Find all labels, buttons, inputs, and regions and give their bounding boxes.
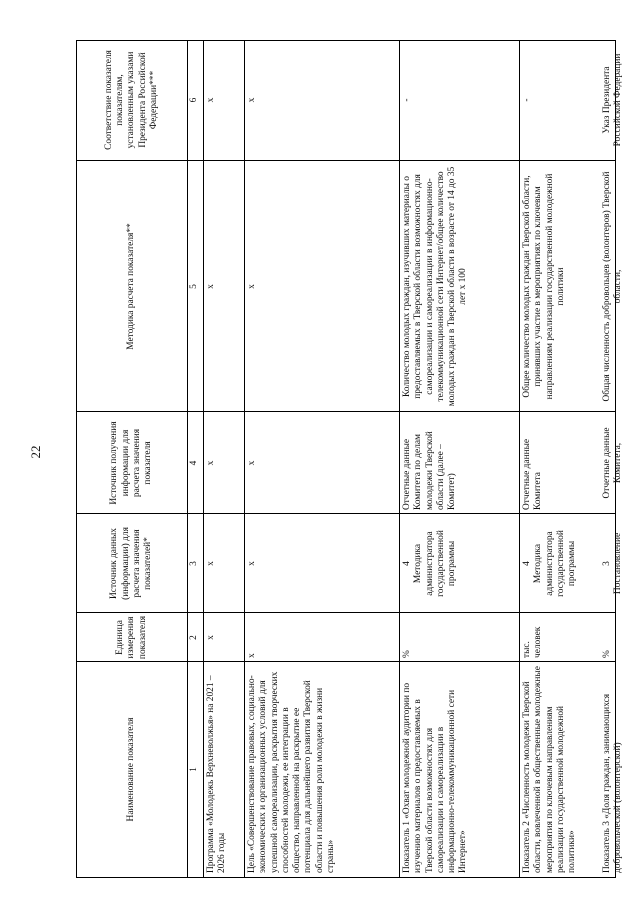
column-number: 2	[189, 635, 200, 640]
table-row-info-source: Отчетные данные Комитета по делам молодежи Тверской области (далее – Комитет)	[402, 431, 458, 510]
table-row-unit: %	[402, 650, 412, 658]
table-row-decree: Указ Президента Российской Федерации	[602, 53, 624, 147]
table-row-decree: х	[247, 97, 257, 103]
table-row-name: Цель «Совершенствование правовых, социально-экономических и организационных условий для успешной самореализации, раскрытия творческих способностей молодежи, ее интеграции в общество, направленной на раскрытие ее потенциала для дальнейшего развития Тверской области и повышения роли молодежи в жизни страны»	[247, 671, 336, 873]
table-row-data-source: 4 Методика администратора государственной программы	[402, 530, 458, 597]
table-row-name: Показатель 1 «Охват молодежной аудитории по изучению материалов о предоставляемых в Тверской области возможностях для самореализации и самореализации в информационно-телекоммуникационной сети Интернет»	[402, 682, 469, 873]
table-row-unit: х	[247, 653, 257, 658]
table-row-method: Количество молодых граждан, изучивших материалы о предоставляемых в Тверской области возможностях для самореализации и самореализации в информационно-телекоммуникационной сети Интернет/общее количество молодых граждан в Тверской области в возрасте от 14 до 35 лет х 100	[402, 166, 469, 407]
table-row-data-source: 3 Постановление	[602, 532, 624, 595]
table-row-data-source: 4 Методика администратора государственной программы	[522, 530, 578, 597]
table-row-unit: х	[206, 635, 216, 640]
header-method: Методика расчета показателя**	[126, 223, 137, 350]
header-data-source: Источник данных (информации) для расчета значения показателей*	[109, 527, 154, 600]
indicators-table-wrapper	[76, 40, 624, 878]
table-row-info-source: х	[247, 460, 257, 466]
page-number: 22	[28, 445, 43, 459]
column-number: 1	[189, 767, 200, 772]
table-row-decree: х	[206, 97, 216, 103]
table-row-method: х	[206, 284, 216, 289]
table-row-data-source: х	[247, 561, 257, 566]
indicators-table	[76, 40, 624, 878]
table-row-unit: тыс. человек	[522, 626, 544, 658]
table-row-info-source: х	[206, 460, 216, 466]
header-info-source: Источник получения информации для расчета значения показателя	[109, 421, 154, 505]
table-row-data-source: х	[206, 561, 216, 566]
table-row-info-source: Отчетные данные Комитета,	[602, 427, 624, 499]
table-row-info-source: Отчетные данные Комитета	[522, 438, 544, 510]
table-row-decree: -	[402, 98, 412, 102]
table-row-method: Общая численность добровольцев (волонтеров) Тверской области,	[602, 171, 624, 402]
column-number: 6	[189, 97, 200, 103]
table-row-name: Показатель 2 «Численность молодежи Тверской области, вовлеченной в общественные молодежные мероприятия по ключевым направлениям реализации государственной молодежной политики»	[522, 666, 578, 873]
column-number: 5	[189, 284, 200, 289]
column-number: 3	[189, 561, 200, 566]
table-row-name: Показатель 3 «Доля граждан, занимающихся добровольческой (волонтерской)	[602, 693, 624, 873]
header-name: Наименование показателя	[126, 717, 137, 822]
header-unit: Единица измерения показателя	[115, 615, 148, 660]
table-row-decree: -	[522, 98, 532, 102]
table-row-name: Программа «Молодежь Верхневолжья» на 2021 – 2026 годы	[206, 675, 228, 873]
header-decree: Соответствие показателя показателям, установленным указами Президента Российской Федерации***	[103, 50, 159, 150]
table-row-method: х	[247, 284, 257, 289]
column-number: 4	[189, 460, 200, 466]
table-row-method: Общее количество молодых граждан Тверской области, принявших участие в мероприятиях по ключевым направлениям реализации государственной молодежной политики	[522, 173, 566, 400]
table-row-unit: %	[602, 650, 612, 658]
